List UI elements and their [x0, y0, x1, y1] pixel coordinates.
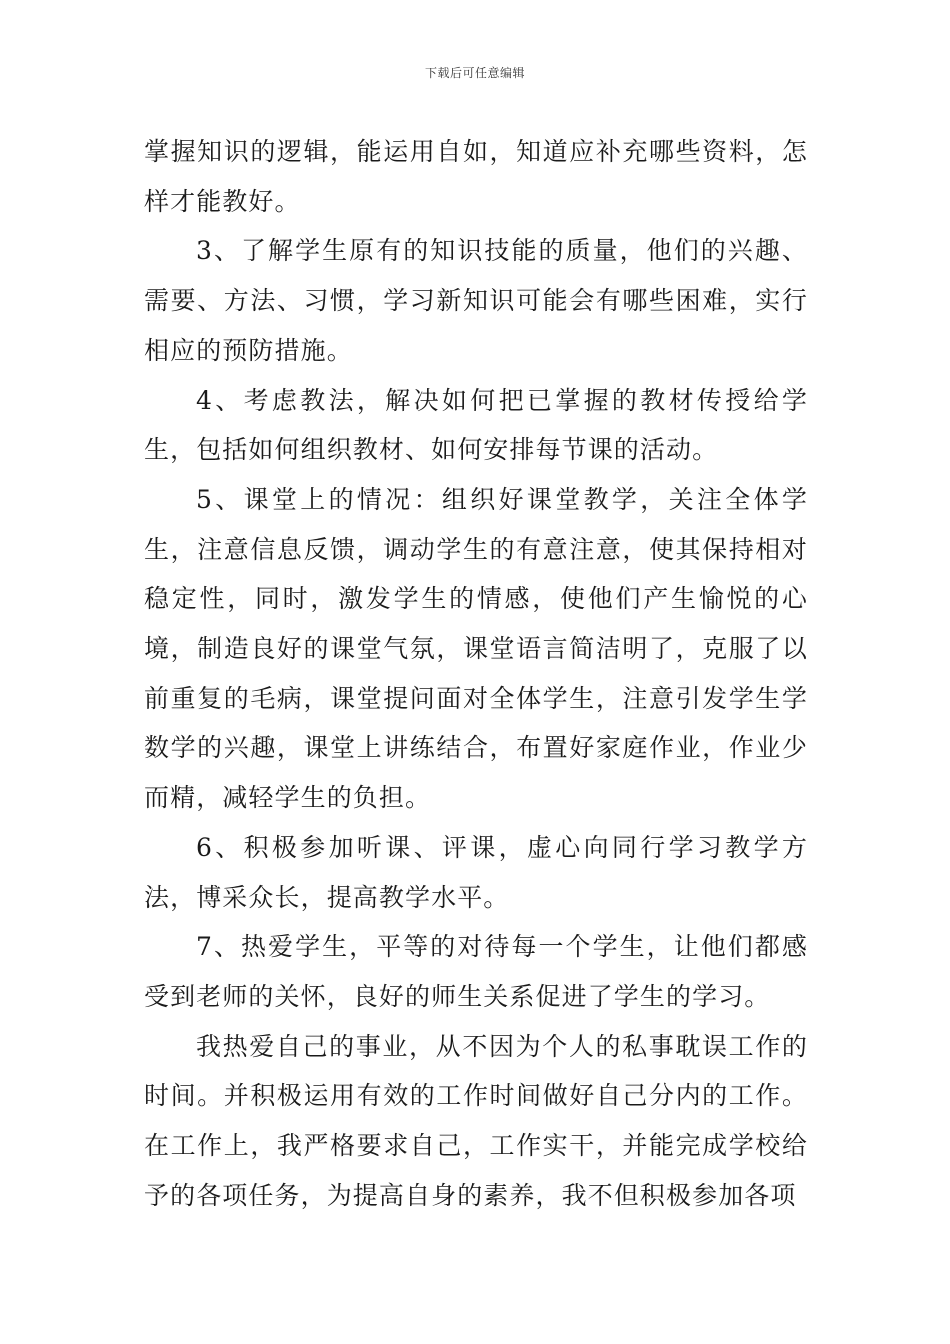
page-header: 下载后可任意编辑: [424, 66, 525, 80]
paragraph-closing: 我热爱自己的事业，从不因为个人的私事耽误工作的时间。并积极运用有效的工作时间做好自己分内的工作。在工作上，我严格要求自己，工作实干，并能完成学校给予的各项任务，为提高自身的素养，我不但积极参加各项: [144, 1031, 808, 1210]
paragraph-item-6: 6、积极参加听课、评课，虚心向同行学习教学方法，博采众长，提高教学水平。: [144, 832, 808, 912]
paragraph-item-7: 7、热爱学生，平等的对待每一个学生，让他们都感受到老师的关怀，良好的师生关系促进了学生的学习。: [144, 932, 808, 1011]
paragraph-item-3: 3、了解学生原有的知识技能的质量，他们的兴趣、需要、方法、习惯，学习新知识可能会有哪些困难，实行相应的预防措施。: [144, 236, 808, 365]
paragraph-item-4: 4、考虑教法，解决如何把已掌握的教材传授给学生，包括如何组织教材、如何安排每节课的活动。: [144, 385, 808, 465]
paragraph-continuation: 掌握知识的逻辑，能运用自如，知道应补充哪些资料，怎样才能教好。: [144, 137, 808, 216]
document-body: [144, 127, 808, 1220]
paragraph-item-5: 5、课堂上的情况：组织好课堂教学，关注全体学生，注意信息反馈，调动学生的有意注意，使其保持相对稳定性，同时，激发学生的情感，使他们产生愉悦的心境，制造良好的课堂气氛，课堂语言简洁明了，克服了以前重复的毛病，课堂提问面对全体学生，注意引发学生学数学的兴趣，课堂上讲练结合，布置好家庭作业，作业少而精，减轻学生的负担。: [144, 484, 808, 813]
